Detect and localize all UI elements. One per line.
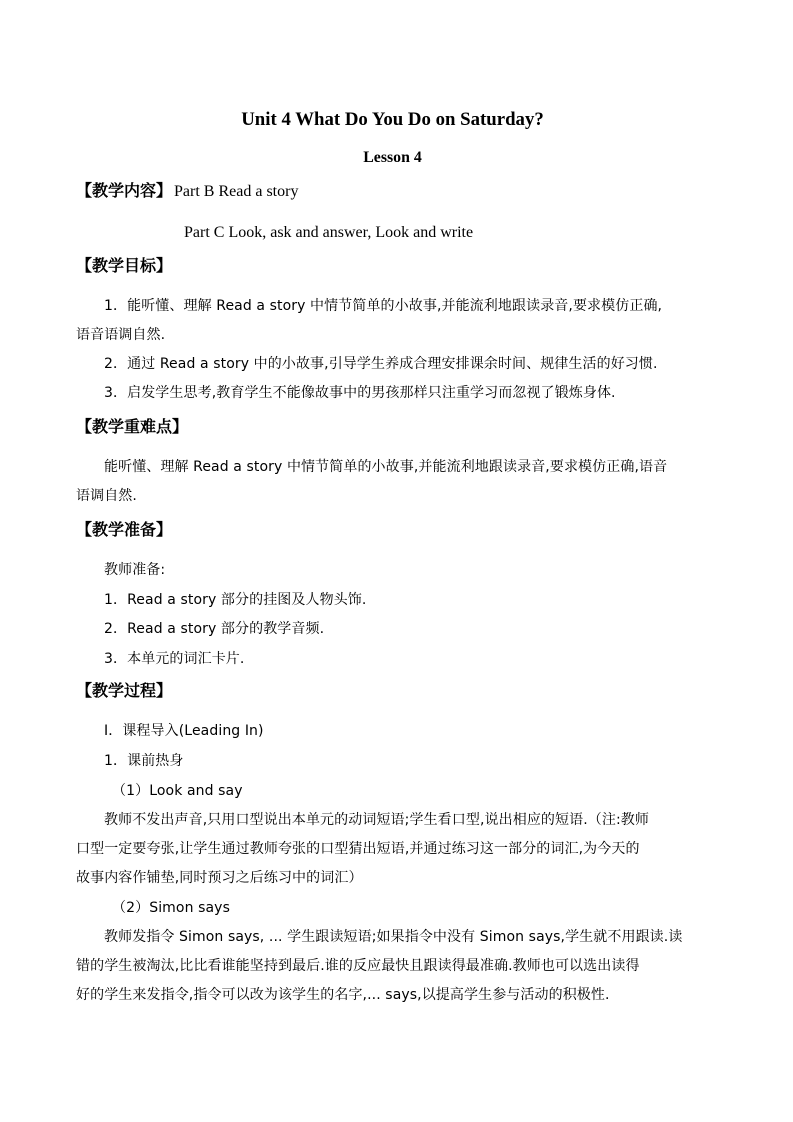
- activity-2-para-line-3: 好的学生来发指令,指令可以改为该学生的名字,... says,以提高学生参与活动的积极性.: [76, 987, 610, 1003]
- process-section-1: Ⅰ．课程导入(Leading In): [104, 723, 264, 739]
- content-line-2: Part C Look, ask and answer, Look and write: [184, 224, 474, 241]
- activity-1-para-line-2: 口型一定要夸张,让学生通过教师夸张的口型猜出短语,并通过练习这一部分的词汇,为今天的: [76, 841, 640, 857]
- activity-1-para-line-3: 故事内容作铺垫,同时预习之后练习中的词汇）: [76, 870, 363, 886]
- objective-item-1: 1．能听懂、理解 Read a story 中情节简单的小故事,并能流利地跟读录音,要求模仿正确,: [104, 298, 663, 314]
- objectives-heading: 【教学目标】: [76, 256, 173, 275]
- lesson-label: Lesson 4: [363, 149, 422, 166]
- objective-item-3: 3．启发学生思考,教育学生不能像故事中的男孩那样只注重学习而忽视了锻炼身体.: [104, 385, 616, 401]
- preparation-item-2: 2．Read a story 部分的教学音频.: [104, 621, 325, 637]
- objective-item-1-cont: 语音语调自然.: [76, 327, 166, 343]
- activity-1-title: （1）Look and say: [112, 783, 243, 799]
- preparation-heading: 【教学准备】: [76, 520, 173, 539]
- key-points-line-1: 能听懂、理解 Read a story 中情节简单的小故事,并能流利地跟读录音,要求模仿正确,语音: [104, 459, 668, 475]
- key-points-line-2: 语调自然.: [76, 488, 137, 504]
- activity-2-para-line-1: 教师发指令 Simon says, ... 学生跟读短语;如果指令中没有 Simon says,学生就不用跟读.读: [104, 929, 683, 945]
- document-title: Unit 4 What Do You Do on Saturday?: [241, 109, 544, 130]
- process-heading: 【教学过程】: [76, 681, 173, 700]
- preparation-item-1: 1．Read a story 部分的挂图及人物头饰.: [104, 592, 367, 608]
- preparation-intro: 教师准备:: [104, 562, 166, 578]
- activity-1-para-line-1: 教师不发出声音,只用口型说出本单元的动词短语;学生看口型,说出相应的短语.（注:教师: [104, 812, 649, 828]
- content-heading-label: 【教学内容】: [76, 181, 173, 200]
- activity-2-para-line-2: 错的学生被淘汰,比比看谁能坚持到最后.谁的反应最快且跟读得最准确.教师也可以选出读得: [76, 958, 640, 974]
- objective-item-2: 2．通过 Read a story 中的小故事,引导学生养成合理安排课余时间、规律生活的好习惯.: [104, 356, 658, 372]
- process-step-1: 1．课前热身: [104, 753, 184, 769]
- activity-2-title: （2）Simon says: [112, 900, 230, 916]
- content-line-1: Part B Read a story: [174, 183, 299, 200]
- key-points-heading: 【教学重难点】: [76, 417, 189, 436]
- preparation-item-3: 3．本单元的词汇卡片.: [104, 651, 245, 667]
- content-heading: [76, 183, 298, 200]
